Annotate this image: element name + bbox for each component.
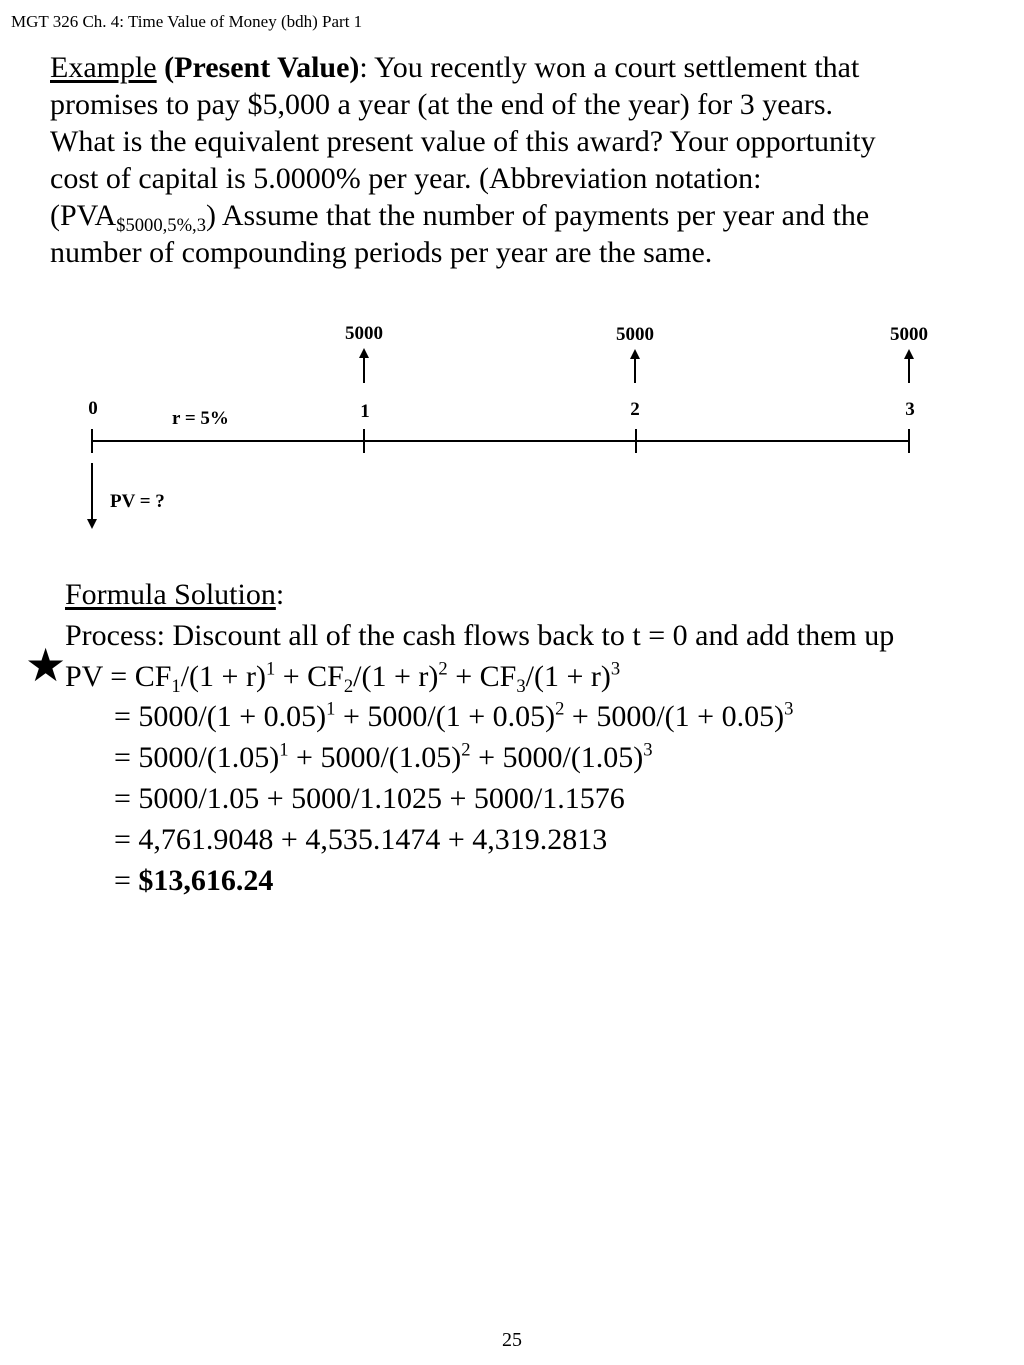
cash-flow-label-3: 5000	[890, 324, 928, 345]
problem-title: (Present Value)	[164, 51, 360, 84]
page-number: 25	[502, 1329, 522, 1351]
problem-line-3: What is the equivalent present value of this award? Your opportunity	[50, 125, 876, 158]
problem-line-5	[50, 197, 876, 234]
cash-flow-label-2: 5000	[616, 324, 654, 345]
cash-flow-label-1: 5000	[345, 323, 383, 344]
problem-line-1	[50, 49, 876, 86]
pva-subscript: $5000,5%,3	[116, 214, 207, 236]
page-header: MGT 326 Ch. 4: Time Value of Money (bdh) Part 1	[11, 12, 363, 31]
result-value: $13,616.24	[138, 863, 274, 897]
equation-line-4: = 5000/1.05 + 5000/1.1025 + 5000/1.1576	[114, 781, 625, 815]
equation-line-5: = 4,761.9048 + 4,535.1474 + 4,319.2813	[114, 822, 608, 856]
pva-notation: (PVA	[50, 199, 117, 232]
pv-label: PV = ?	[110, 491, 165, 512]
period-label-1: 1	[360, 401, 370, 422]
problem-line-2: promises to pay $5,000 a year (at the end of the year) for 3 years.	[50, 88, 834, 121]
period-label-3: 3	[905, 399, 915, 420]
problem-line-6: number of compounding periods per year are the same.	[50, 236, 713, 269]
formula-solution	[65, 575, 894, 901]
solution-heading-colon: :	[275, 578, 285, 611]
problem-line-1-rest: : You recently won a court settlement that	[359, 51, 860, 84]
equation-result: = $13,616.24	[114, 863, 274, 897]
equation-line-3: = $5000/(1.05)^1 + 5000/(1.05)^2 + 5000/(1.05)^3$	[114, 739, 653, 775]
equation-line-1: PV = $CF_1/(1 + r)^1 + CF_2/(1 + r)^2 + CF_3/(1 + r)^3$	[65, 658, 621, 697]
process-text: Process: Discount all of the cash flows back to t = 0 and add them up	[65, 618, 895, 652]
period-label-0: 0	[88, 398, 98, 419]
problem-line-4: cost of capital is 5.0000% per year. (Abbreviation notation:	[50, 162, 762, 195]
equation-line-2: = $5000/(1 + 0.05)^1 + 5000/(1 + 0.05)^2 + 5000/(1 + 0.05)^3$	[114, 698, 794, 734]
period-label-2: 2	[630, 399, 640, 420]
solution-heading: Formula Solution	[65, 578, 276, 611]
cash-flow-timeline	[0, 300, 1024, 540]
example-label: Example	[50, 51, 157, 84]
solution-heading-line	[65, 575, 894, 616]
problem-statement	[50, 49, 876, 271]
rate-label: r = 5%	[172, 408, 229, 429]
star-icon: ★	[25, 640, 67, 691]
problem-line-5-rest: ) Assume that the number of payments per year and the	[206, 199, 870, 232]
